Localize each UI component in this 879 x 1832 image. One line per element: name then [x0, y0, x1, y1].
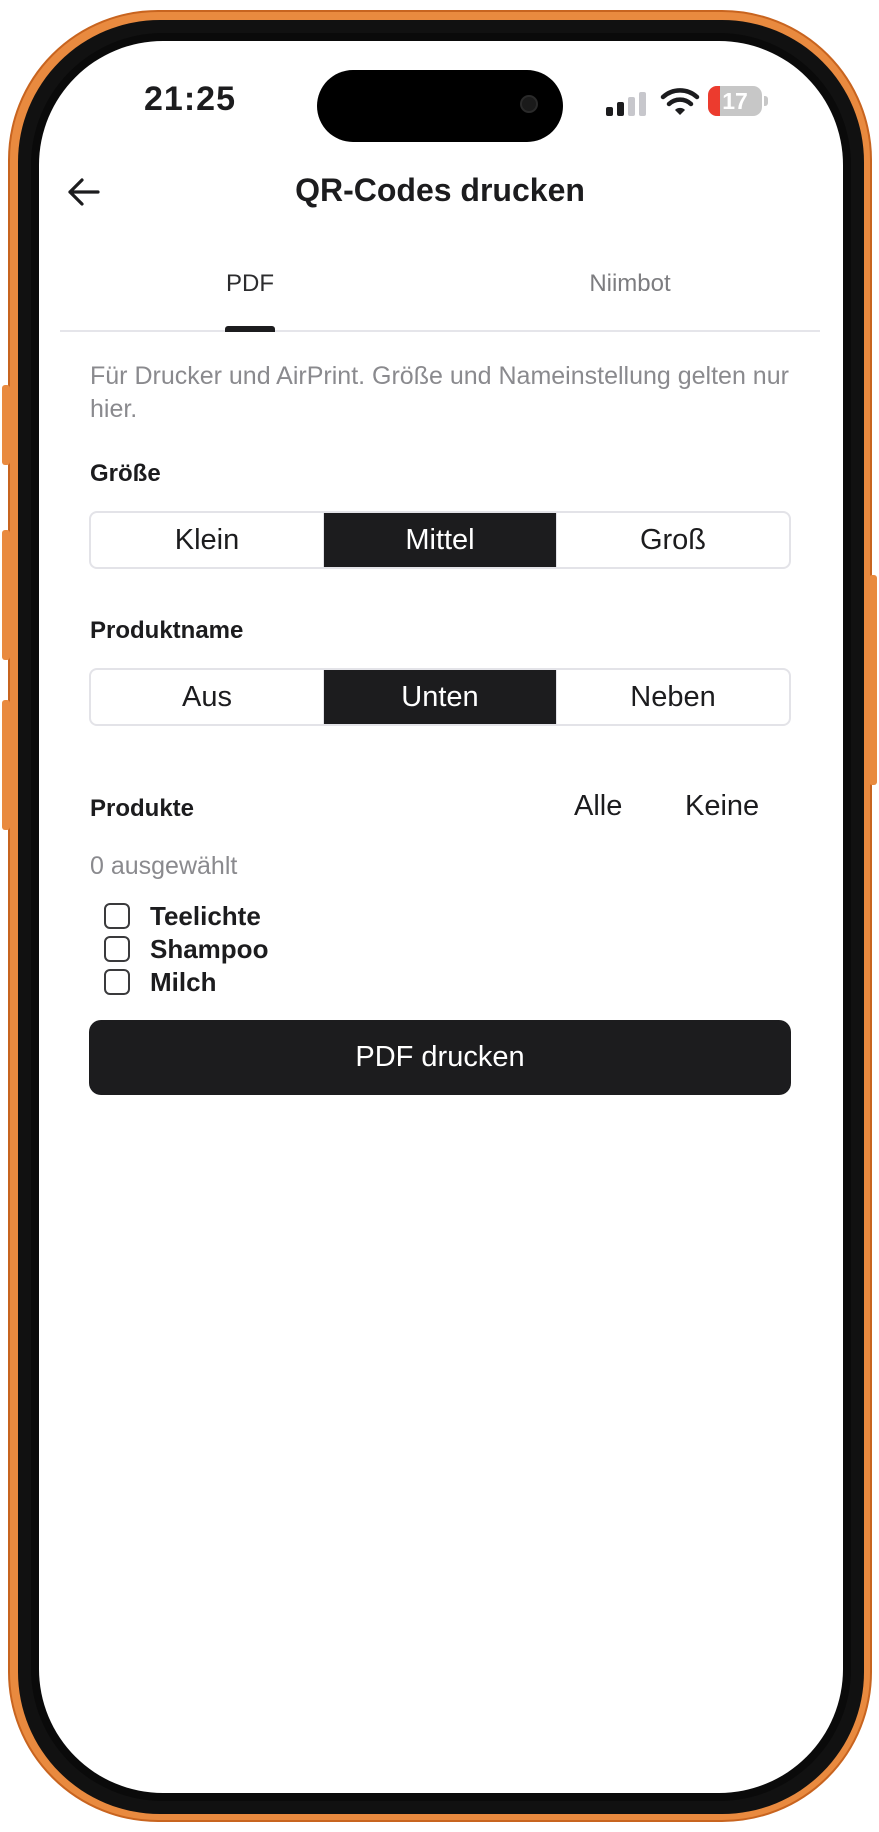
size-option-small[interactable]: Klein — [174, 523, 240, 556]
item-label: Teelichte — [150, 900, 261, 931]
products-label: Produkte — [90, 795, 195, 822]
print-pdf-button[interactable]: PDF drucken — [89, 1020, 791, 1095]
item-label: Milch — [150, 966, 217, 997]
item-label: Shampoo — [150, 933, 269, 964]
size-option-medium[interactable]: Mittel — [323, 513, 556, 567]
name-option-below[interactable]: Unten — [323, 670, 556, 724]
description-text: Für Drucker und AirPrint. Größe und Nameinstellung gelten nur hier. — [90, 362, 789, 423]
power-button — [869, 575, 877, 785]
cellular-signal-icon — [606, 92, 650, 116]
arrow-left-icon[interactable] — [64, 172, 104, 212]
select-all-button[interactable]: Alle — [574, 790, 623, 822]
product-name-segmented-control — [89, 668, 791, 726]
name-option-off[interactable]: Aus — [182, 680, 232, 713]
select-none-button[interactable]: Keine — [685, 790, 760, 822]
size-label: Größe — [90, 460, 161, 487]
status-time: 21:25 — [144, 80, 236, 118]
volume-down-button — [2, 700, 10, 830]
battery-cap — [764, 96, 768, 106]
product-name-label: Produktname — [90, 617, 244, 644]
selected-count: 0 ausgewählt — [90, 852, 238, 880]
tab-active-indicator — [225, 326, 275, 332]
volume-up-button — [2, 530, 10, 660]
tab-pdf[interactable]: PDF — [226, 270, 274, 297]
action-button — [2, 385, 10, 465]
page-title: QR-Codes drucken — [295, 172, 585, 208]
name-option-beside[interactable]: Neben — [556, 670, 789, 724]
list-item[interactable] — [104, 967, 216, 997]
battery-icon — [708, 86, 762, 116]
size-segmented-control — [89, 511, 791, 569]
checkbox[interactable] — [104, 936, 130, 962]
checkbox[interactable] — [104, 969, 130, 995]
battery-level: 17 — [722, 88, 748, 114]
wifi-icon — [660, 86, 700, 118]
front-camera-icon — [520, 95, 538, 113]
list-item[interactable] — [104, 934, 268, 964]
tab-niimbot[interactable]: Niimbot — [589, 270, 671, 297]
list-item[interactable] — [104, 901, 261, 931]
checkbox[interactable] — [104, 903, 130, 929]
tab-divider — [60, 330, 820, 332]
size-option-large[interactable]: Groß — [556, 513, 789, 567]
